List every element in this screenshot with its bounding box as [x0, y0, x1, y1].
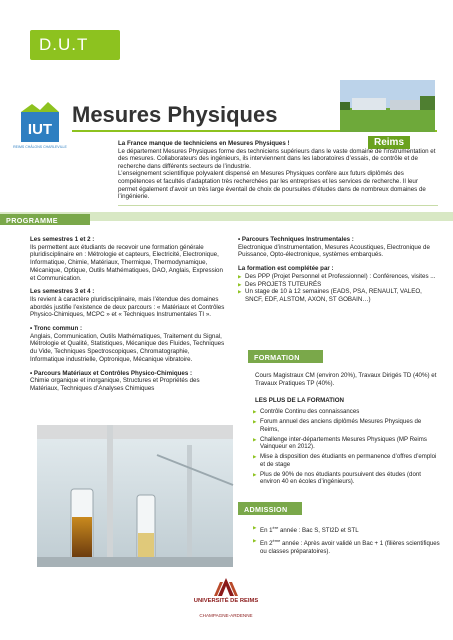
admission-list — [253, 524, 441, 558]
plus-item: ▶ Contrôle Continu des connaissances — [253, 408, 441, 416]
mcpc-title: • Parcours Matériaux et Contrôles Physico-Chimiques : — [30, 369, 193, 377]
admission-tab-label: ADMISSION — [244, 505, 288, 514]
plus-item: ▶ Forum annuel des anciens diplômés Mesures Physiques de Reims, — [253, 418, 441, 433]
programme-right-column — [238, 236, 438, 304]
semesters-1-2-text: Ils permettent aux étudiants de recevoir une formation générale pluridisciplinaire en : Métrologie et capteurs, Electricité, Electronique, Informatique, Chimie, Matériaux, Thermique, Thermodynamique, Mécanique, Optique, Outils Mathématiques, DAO, Anglais, Expression et Communication. — [30, 243, 223, 282]
admission-item-1-sup: ère — [272, 525, 279, 530]
ti-text: Electronique d’instrumentation, Mesures Acoustiques, Electronique de Puissance, Opto-électronique, systèmes embarqués. — [238, 243, 430, 259]
plus-item: ▶ Challenge inter-départements Mesures Physiques (MP Reims Vainqueur en 2012). — [253, 436, 441, 451]
semesters-3-4-title: Les semestres 3 et 4 : — [30, 288, 95, 296]
formation-text: Cours Magistraux CM (environ 20%), Travaux Dirigés TD (40%) et Travaux Pratiques TP (40%). — [255, 372, 437, 387]
lab-photo — [37, 425, 233, 567]
completed-item: ▶ Des PROJETS TUTEURÉS — [238, 281, 438, 289]
intro-divider — [118, 205, 438, 206]
intro-lead: La France manque de techniciens en Mesures Physiques ! — [118, 140, 290, 147]
intro-paragraph-2: L’enseignement scientifique polyvalent dispensé en Mesures Physiques confère aux futurs diplômés des compétences et facultés d’adaptation très recherchées par les entreprises et les services de recherche. Il leur permet également d’avoir un très large éventail de choix de poursuites d’études dans de nombreux domaines de l’ingénierie. — [118, 170, 426, 201]
admission-item-1 — [253, 524, 441, 535]
admission-item-2 — [253, 537, 441, 555]
completed-item: ▶ Un stage de 10 à 12 semaines (EADS, PSA, RENAULT, VALEO, SNCF, EDF, ALSTOM, AXON, ST GOBAIN…) — [238, 288, 438, 303]
iut-logo-sub: REIMS CHÂLONS CHARLEVILLE — [13, 145, 67, 149]
semesters-1-2-title: Les semestres 1 et 2 : — [30, 236, 95, 243]
plus-title: LES PLUS DE LA FORMATION — [255, 397, 345, 404]
admission-item-1-post: année : Bac S, STI2D et STL — [278, 527, 359, 535]
completed-item: ▶ Des PPP (Projet Personnel et Professionnel) : Conférences, visites ... — [238, 273, 438, 281]
admission-item-1-pre: En 1 — [260, 527, 273, 535]
admission-tab — [238, 502, 302, 515]
admission-item-2-sup: ème — [272, 538, 281, 544]
formation-tab — [248, 350, 323, 363]
tronc-commun-title: • Tronc commun : — [30, 325, 83, 333]
completed-title: La formation est complétée par : — [238, 265, 334, 273]
admission-item-2-post: année : Après avoir validé un Bac + 1 (filières scientifiques ou classes préparatoires). — [260, 540, 440, 555]
iut-logo — [13, 98, 67, 160]
dut-badge-label: D.U.T — [39, 35, 89, 54]
plus-list — [253, 408, 441, 488]
plus-item: ▶ Plus de 90% de nos étudiants poursuivent des études (dont environ 40 en écoles d’ingénieurs). — [253, 471, 441, 486]
semesters-3-4-text: Ils revient à caractère pluridisciplinaire, mais l’étendue des domaines abordés justifie l’existence de deux parcours : « Matériaux et Contrôles Physico-Chimiques, MCPC » et « Techniques Instrumentales TI ». — [30, 295, 225, 319]
plus-item: ▶ Mise à disposition des étudiants en permanence d’offres d’emploi et de stage — [253, 453, 441, 468]
university-name: UNIVERSITÉ DE REIMS — [193, 598, 259, 604]
programme-tab — [0, 214, 90, 225]
dut-badge — [30, 30, 120, 60]
iut-logo-text: IUT — [27, 121, 53, 138]
formation-tab-label: FORMATION — [254, 353, 300, 362]
ti-title: • Parcours Techniques Instrumentales : — [238, 236, 354, 243]
programme-tab-label: PROGRAMME — [6, 216, 58, 225]
intro-text — [118, 140, 438, 201]
university-sub: CHAMPAGNE-ARDENNE — [199, 613, 253, 618]
admission-item-2-pre: En 2 — [260, 540, 273, 548]
programme-left-column — [30, 236, 225, 393]
tronc-commun-text: Anglais, Communication, Outils Mathématiques, Traitement du Signal, Métrologie et Qualité, Statistiques, Mécanique des Fluides, Techniques du Vide, Techniques Spectroscopiques, Chromatographie, Informatique industrielle, Optronique, Mécanique vibratoire. — [30, 332, 225, 363]
reims-photo — [340, 80, 435, 132]
page-title: Mesures Physiques — [72, 102, 278, 127]
mcpc-text: Chimie organique et inorganique, Structures et Propriétés des Matériaux, Techniques d’Analyses Chimiques — [30, 377, 200, 392]
reims-label: Reims — [368, 136, 410, 149]
intro-paragraph-1: Le département Mesures Physiques forme des techniciens supérieurs dans le vaste domaine de l’instrumentation et des mesures. Collaborateurs des ingénieurs, ils interviennent dans les laboratoires d’essais, de contrôle et de recherche dans différents secteurs de l’industrie. — [118, 147, 436, 170]
